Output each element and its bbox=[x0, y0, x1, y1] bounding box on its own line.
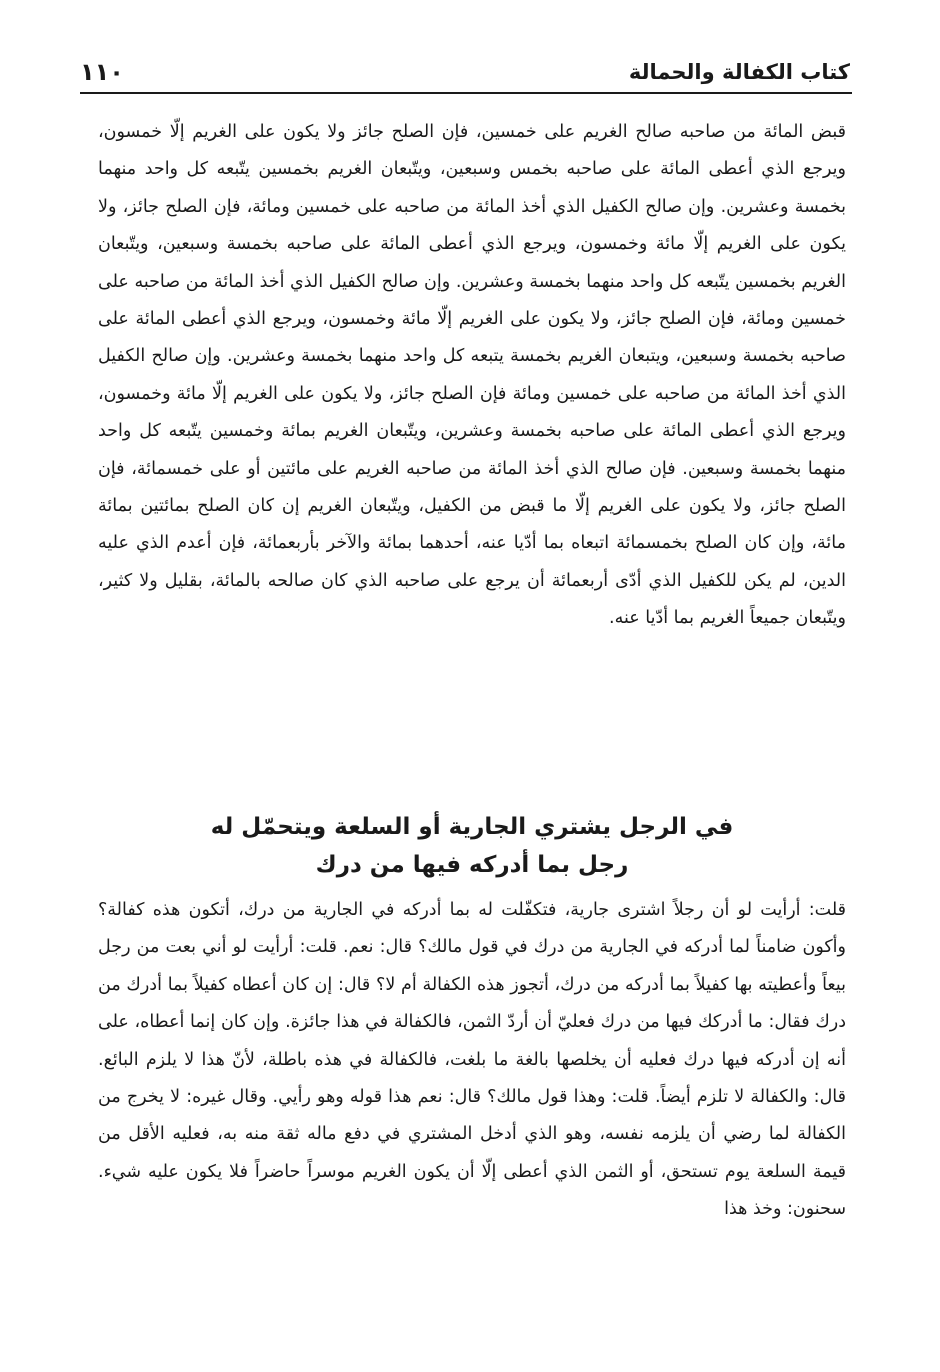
section-heading-line-1: في الرجل يشتري الجارية أو السلعة ويتحمّل له bbox=[210, 814, 734, 840]
body-paragraph: قبض المائة من صاحبه صالح الغريم على خمسين، فإن الصلح جائز ولا يكون على الغريم إلّا خمسون، ويرجع الذي أعطى المائة على صاحبه بخمس وسبعين، ويتّبعان الغريم بخمسين يتّبعه كل واحد منهما بخمسة وعشرين. وإن صالح الكفيل الذي أخذ المائة من صاحبه على خمسين ومائة، فإن الصلح جائز، ولا يكون على الغريم إلّا مائة وخمسون، ويرجع الذي أعطى المائة على صاحبه بخمسة وسبعين، ويتّبعان الغريم بخمسين يتّبعه كل واحد منهما بخمسة وعشرين. وإن صالح الكفيل الذي أخذ المائة من صاحبه على خمسين ومائة، فإن الصلح جائز، ولا يكون على الغريم إلّا مائة وخمسون، ويرجع الذي أعطى المائة على صاحبه بخمسة وسبعين، ويتبعان الغريم بخمسة يتبعه كل واحد منهما بخمسة وعشرين. وإن صالح الكفيل الذي أخذ المائة من صاحبه على خمسين ومائة فإن الصلح جائز، ولا يكون على الغريم إلّا مائة وخمسون، ويرجع الذي أعطى المائة على صاحبه بخمسة وعشرين، ويتّبعان الغريم بمائة وخمسين يتّبعه كل واحد منهما بخمسة وسبعين. فإن صالح الذي أخذ المائة من صاحبه الغريم على مائتين أو على خمسمائة، فإن الصلح جائز، ولا يكون على الغريم إلّا ما قبض من الكفيل، ويتّبعان الغريم إن كان الصلح بمائتين بمائة مائة، وإن كان الصلح بخمسمائة اتبعاه بما أدّيا عنه، أحدهما بمائة والآخر بأربعمائة، فإن أعدم الذي عليه الدين، لم يكن للكفيل الذي أدّى أربعمائة أن يرجع على صاحبه الذي كان صالحه بالمائة، بقليل ولا كثير، ويتّبعان جميعاً الغريم بما أدّيا عنه. bbox=[98, 122, 846, 629]
page-number: ١١٠ bbox=[80, 58, 124, 86]
header-title: كتاب الكفالة والحمالة bbox=[628, 60, 850, 84]
section-heading-line-2: رجل بما أدركه فيها من درك bbox=[315, 852, 629, 878]
section-paragraph: قلت: أرأيت لو أن رجلاً اشترى جارية، فتكفّلت له بما أدركه في الجارية من درك، أتكون هذه كفالة؟ وأكون ضامناً لما أدركه في الجارية من درك في قول مالك؟ قال: نعم. قلت: أرأيت لو أني بعت من رجل بيعاً وأعطيته بها كفيلاً بما أدركه من درك، أتجوز هذه الكفالة أم لا؟ قال: إن كان أعطاه كفيلاً بما أدرك من درك فقال: ما أدركك فيها من درك فعليّ أن أردّ الثمن، فالكفالة في هذا جائزة. وإن كان إنما أعطاه، على أنه إن أدركه فيها درك فعليه أن يخلصها بالغة ما بلغت، فالكفالة في هذه باطلة، لأنّ هذا لا يلزم البائع. قال: والكفالة لا تلزم أيضاً. قلت: وهذا قول مالك؟ قال: نعم هذا قوله وهو رأيي. وقال غيره: لا يخرج من الكفالة لما رضي أن يلزمه نفسه، وهو الذي أدخل المشتري في دفع ماله ثقة منه به، فعليه الأقل من قيمة السلعة يوم تستحق، أو الثمن الذي أعطى إلّا أن يكون الغريم موسراً حاضراً فلا يكون عليه شيء. سحنون: وخذ هذا bbox=[98, 900, 846, 1220]
section-heading bbox=[98, 808, 846, 884]
running-header bbox=[80, 50, 850, 90]
section-text-block bbox=[98, 892, 846, 1229]
header-divider bbox=[80, 92, 852, 94]
main-text-block bbox=[98, 114, 846, 638]
